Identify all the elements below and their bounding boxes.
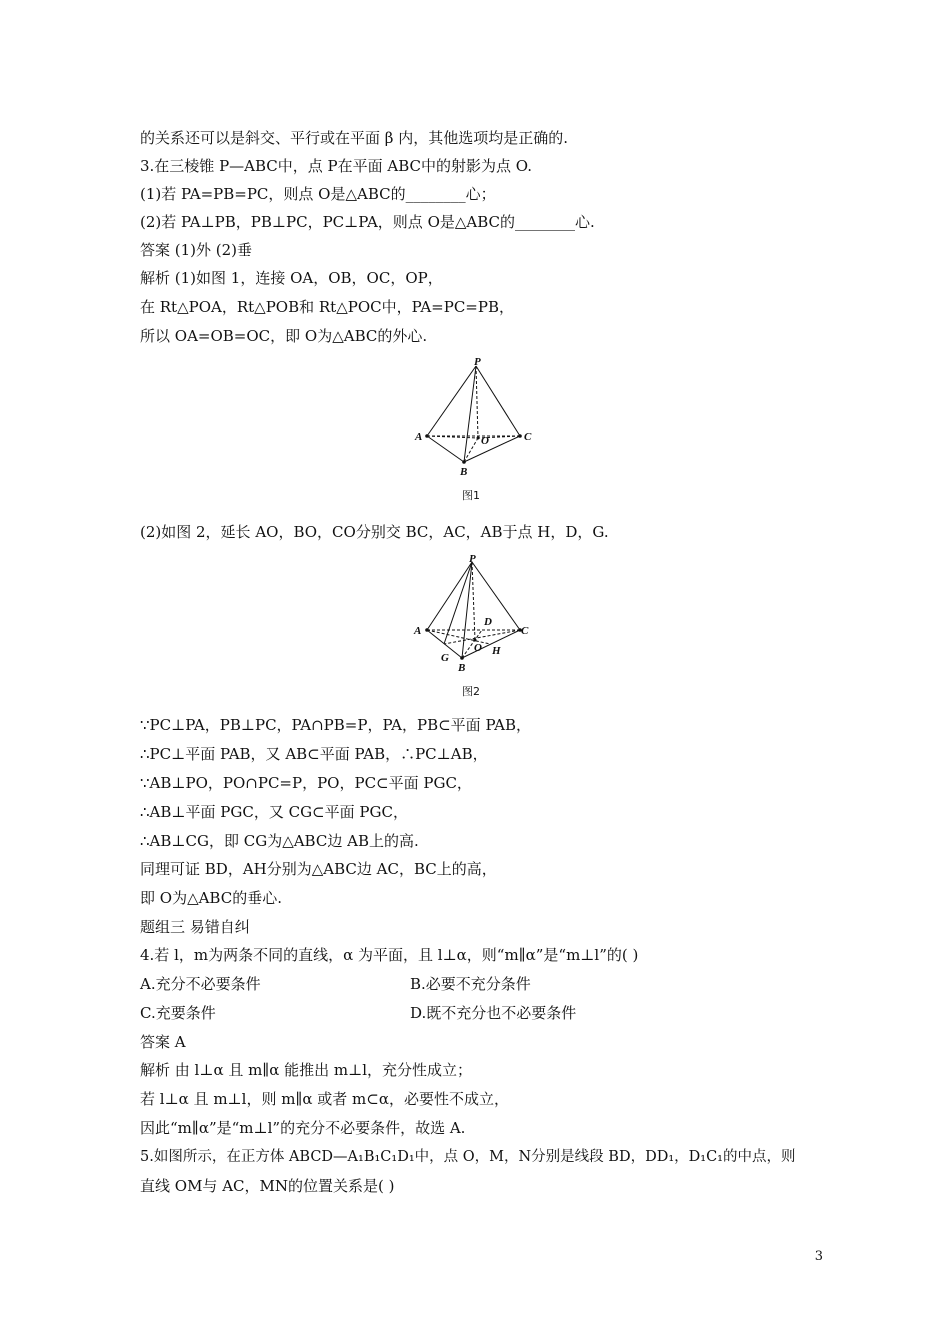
vertex-label-a: A xyxy=(414,625,422,637)
question-3-part-1: (1)若 PA=PB=PC，则点 O是△ABC的________心； xyxy=(140,185,496,203)
figure-1-caption: 图1 xyxy=(462,489,480,502)
option-c: C.充要条件 xyxy=(140,1004,216,1022)
point-label-o: O xyxy=(481,435,489,447)
figure-2-caption: 图2 xyxy=(462,685,480,698)
question-5: 5.如图所示，在正方体 ABCD—A₁B₁C₁D₁中，点 O，M，N分别是线段 BD，DD₁，D₁C₁的中点，则 xyxy=(140,1149,796,1165)
text-line: 在 Rt△POA，Rt△POB和 Rt△POC中，PA=PC=PB， xyxy=(140,298,514,316)
text-line: 若 l⊥α 且 m⊥l，则 m∥α 或者 m⊂α，必要性不成立， xyxy=(140,1090,509,1108)
proof-line: 即 O为△ABC的垂心. xyxy=(140,889,282,907)
analysis-4: 解析 由 l⊥α 且 m∥α 能推出 m⊥l，充分性成立； xyxy=(140,1061,473,1079)
vertex-label-b: B xyxy=(460,466,468,478)
point-label-d: D xyxy=(484,616,492,628)
option-a: A.充分不必要条件 xyxy=(140,975,261,993)
vertex-label-p: P xyxy=(469,554,476,565)
text-line: 因此“m∥α”是“m⊥l”的充分不必要条件，故选 A. xyxy=(140,1119,466,1137)
point-label-h: H xyxy=(492,645,501,657)
vertex-label-c: C xyxy=(521,625,529,637)
proof-line: ∴PC⊥平面 PAB，又 AB⊂平面 PAB，∴PC⊥AB， xyxy=(140,745,488,763)
figure-1-tetrahedron xyxy=(408,358,538,480)
text-line: 的关系还可以是斜交、平行或在平面 β 内，其他选项均是正确的. xyxy=(140,129,568,147)
analysis-3-part-2: (2)如图 2，延长 AO，BO，CO分别交 BC，AC，AB于点 H，D，G. xyxy=(140,523,609,541)
proof-line: ∵AB⊥PO，PO∩PC=P，PO，PC⊂平面 PGC， xyxy=(140,774,472,792)
proof-line: ∴AB⊥平面 PGC，又 CG⊂平面 PGC， xyxy=(140,803,408,821)
text-line: 所以 OA=OB=OC，即 O为△ABC的外心. xyxy=(140,327,428,345)
vertex-label-c: C xyxy=(524,431,532,443)
question-4: 4.若 l，m为两条不同的直线，α 为平面，且 l⊥α，则“m∥α”是“m⊥l”的( ) xyxy=(140,946,639,964)
vertex-label-p: P xyxy=(474,358,481,368)
answer-4: 答案 A xyxy=(140,1033,186,1051)
question-5-cont: 直线 OM与 AC，MN的位置关系是( ) xyxy=(140,1177,395,1195)
analysis-3: 解析 (1)如图 1，连接 OA，OB，OC，OP， xyxy=(140,269,443,287)
vertex-label-a: A xyxy=(415,431,423,443)
option-d: D.既不充分也不必要条件 xyxy=(410,1004,577,1022)
question-3-part-2: (2)若 PA⊥PB，PB⊥PC，PC⊥PA，则点 O是△ABC的________心. xyxy=(140,213,595,231)
point-label-o: O xyxy=(474,642,482,654)
option-b: B.必要不充分条件 xyxy=(410,975,531,993)
question-3: 3.在三棱锥 P—ABC中，点 P在平面 ABC中的射影为点 O. xyxy=(140,157,532,175)
proof-line: 同理可证 BD，AH分别为△ABC边 AC，BC上的高， xyxy=(140,860,497,878)
section-heading: 题组三 易错自纠 xyxy=(140,918,250,936)
page-number: 3 xyxy=(814,1249,823,1264)
proof-line: ∵PC⊥PA，PB⊥PC，PA∩PB=P，PA，PB⊂平面 PAB， xyxy=(140,716,532,734)
answer-3: 答案 (1)外 (2)垂 xyxy=(140,241,253,259)
figure-2-tetrahedron xyxy=(408,554,538,676)
point-label-g: G xyxy=(441,652,449,664)
proof-line: ∴AB⊥CG，即 CG为△ABC边 AB上的高. xyxy=(140,832,419,850)
vertex-label-b: B xyxy=(458,662,466,674)
